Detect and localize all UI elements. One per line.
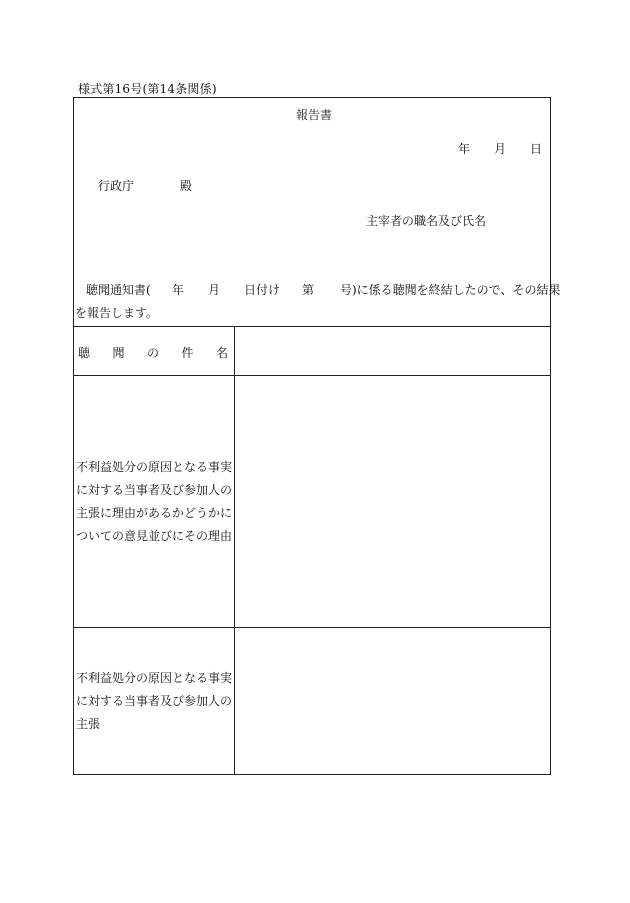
label-char: の [146, 346, 159, 360]
notice-year: 年 [172, 283, 185, 297]
notice-dated: 日付け [244, 283, 281, 297]
notice-month: 月 [208, 283, 221, 297]
body-line-2: を報告します。 [75, 306, 159, 320]
label-line: に対する当事者及び参加人の [76, 483, 233, 497]
date-month-label: 月 [494, 142, 507, 156]
label-char: 聴 [78, 346, 91, 360]
label-line: 主張に理由があるかどうかに [76, 506, 233, 520]
label-line: 不利益処分の原因となる事実 [76, 460, 233, 474]
form-title: 報告書 [296, 108, 333, 122]
body-line-1 [86, 281, 561, 297]
row-label-opinion [76, 456, 234, 548]
presider-name-label: 主宰者の職名及び氏名 [366, 214, 487, 228]
report-form-frame [73, 97, 561, 775]
row-label-claims [76, 667, 234, 736]
opinion-value-cell[interactable] [235, 376, 551, 627]
label-char: 名 [215, 346, 228, 360]
claims-value-cell[interactable] [235, 628, 551, 774]
addressee-honorific: 殿 [180, 179, 193, 193]
label-char: 件 [181, 346, 194, 360]
notice-suffix: 号)に係る聴聞を終結したので、その結果 [340, 283, 561, 297]
notice-number-prefix: 第 [302, 283, 315, 297]
label-char: 聞 [112, 346, 125, 360]
label-line: ついての意見並びにその理由 [76, 529, 233, 543]
hearing-title-value-cell[interactable] [235, 327, 551, 375]
addressee-agency: 行政庁 [98, 179, 135, 193]
form-number-caption: 様式第16号(第14条関係) [78, 82, 217, 96]
date-year-label: 年 [458, 142, 471, 156]
date-day-label: 日 [530, 142, 543, 156]
label-line: 主張 [76, 717, 101, 731]
row-label-hearing-title [78, 344, 230, 361]
label-line: に対する当事者及び参加人の [76, 694, 233, 708]
notice-prefix: 聴聞通知書( [86, 283, 151, 297]
label-line: 不利益処分の原因となる事実 [76, 671, 233, 685]
